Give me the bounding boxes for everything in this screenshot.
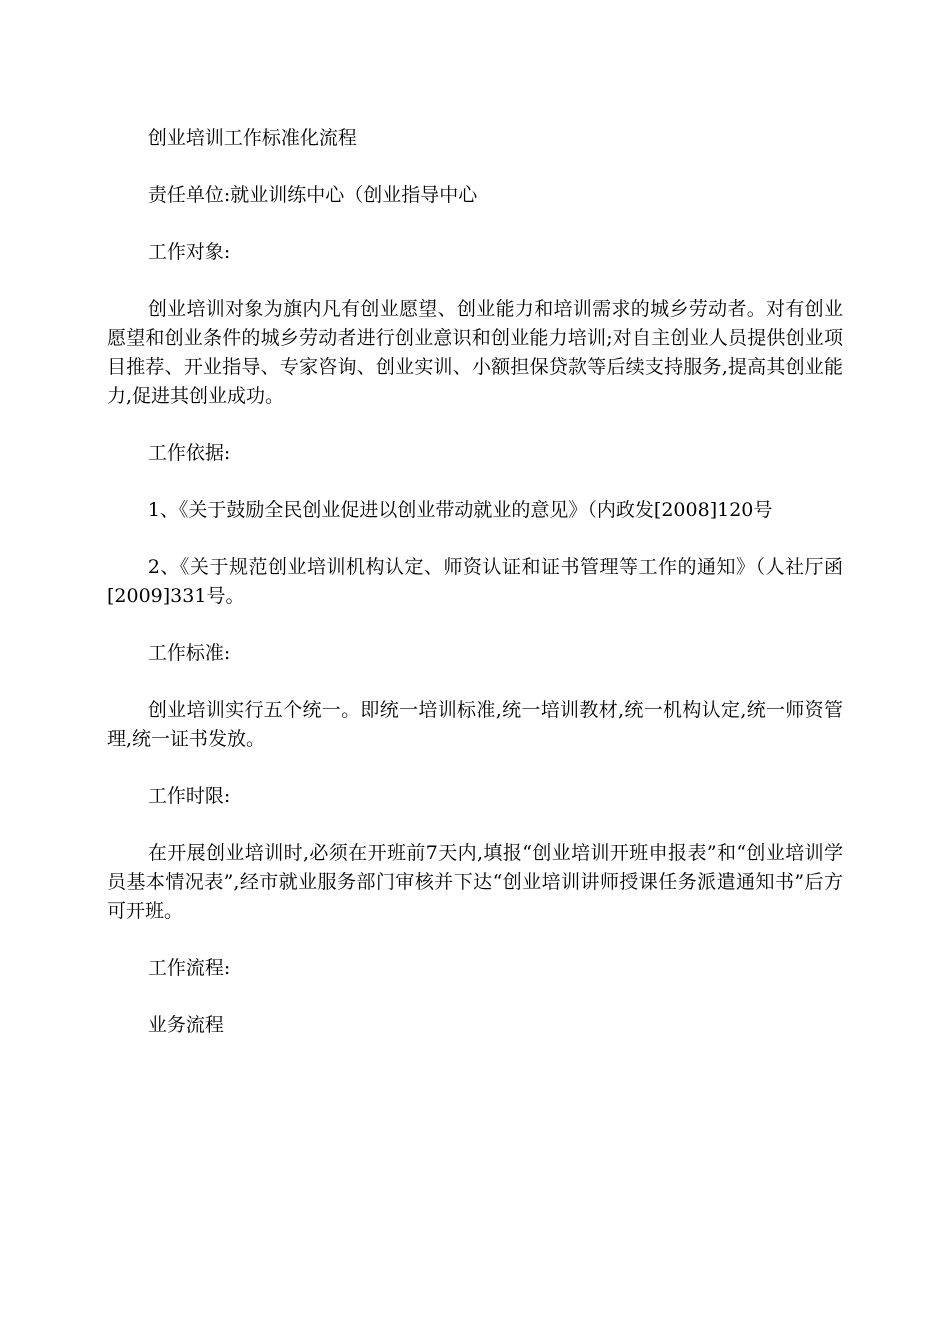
work-basis-heading: 工作依据:	[147, 442, 231, 464]
work-process-heading: 工作流程:	[147, 957, 231, 979]
business-process-heading: 业务流程	[147, 1014, 224, 1036]
work-basis-item-1: 1、《关于鼓励全民创业促进以创业带动就业的意见》（内政发[2008]120号	[147, 499, 773, 521]
work-standard-body: 创业培训实行五个统一。即统一培训标准,统一培训教材,统一机构认定,统一师资管理,统一证书发放。	[107, 699, 843, 750]
work-basis-item-2: 2、《关于规范创业培训机构认定、师资认证和证书管理等工作的通知》（人社厅函[2009]331号。	[107, 556, 843, 607]
responsible-unit: 责任单位:就业训练中心（创业指导中心	[147, 184, 478, 206]
work-time-limit-body: 在开展创业培训时,必须在开班前7天内,填报“创业培训开班申报表”和“创业培训学员基本情况表”,经市就业服务部门审核并下达“创业培训讲师授课任务派遣通知书”后方可开班。	[107, 842, 843, 922]
work-object-body: 创业培训对象为旗内凡有创业愿望、创业能力和培训需求的城乡劳动者。对有创业愿望和创业条件的城乡劳动者进行创业意识和创业能力培训;对自主创业人员提供创业项目推荐、开业指导、专家咨询、创业实训、小额担保贷款等后续支持服务,提高其创业能力,促进其创业成功。	[107, 298, 843, 407]
work-standard-heading: 工作标准:	[147, 642, 231, 664]
document-content	[107, 124, 843, 1068]
work-time-limit-heading: 工作时限:	[147, 785, 231, 807]
work-object-heading: 工作对象:	[147, 241, 231, 263]
document-title: 创业培训工作标准化流程	[147, 127, 357, 149]
